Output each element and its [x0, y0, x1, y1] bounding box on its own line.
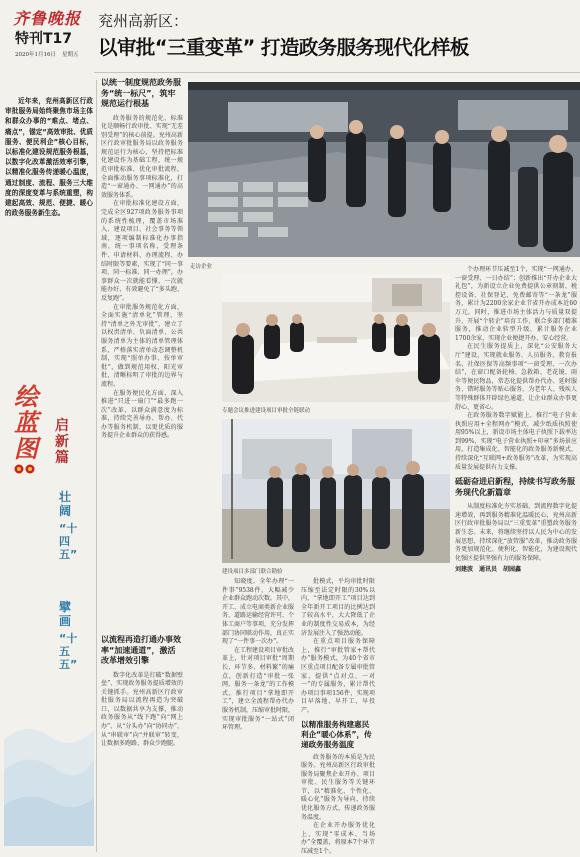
headline-rule	[94, 72, 580, 73]
headline-kicker: 兖州高新区：	[98, 12, 189, 30]
banner-line-5: “十五五”	[59, 632, 78, 671]
intro-lead: 近年来，兖州高新区行政审批服务局始终聚焦市场主体和群众办事的“难点、堵点、痛点”，锚定“高效审批、优质服务、便民利企”核心目标，以标准化建设规范服务根基，以数字化改革激活效率引擎，以精准化服务传递暖心温度，通过制度、流程、服务三大维度的深度变革与系统重塑，构建起高效、规范、便捷、暖心的政务服务新生态。	[5, 97, 93, 218]
masthead	[0, 0, 96, 86]
section1-paragraph: 政务服务的规范化、标准化是顺畅行政审批、实现“无差别受理”的核心前提。兖州高新区行政审批服务局以政务服务规范运行为核心，坚持把标准化建设作为基础工程，统一规范审批标准、优化审批流程，全面推动服务事项标准化，打造“一窗通办、一网通办”的高效服务体系。	[101, 114, 183, 199]
section4-title: 砥砺奋进启新程，持续书写政务服务现代化新篇章	[455, 477, 575, 497]
banner-line-3: “十四五”	[59, 522, 78, 561]
photo1-caption: 走访企业	[190, 264, 213, 270]
banner-wave	[4, 710, 94, 846]
column-2-lower	[101, 635, 183, 749]
flag-icon	[14, 464, 36, 474]
section1-body	[101, 115, 183, 442]
col5-section4-paragraph: 从制度标准化夯实基础，到流程数字化提速增效，再到服务精准化温暖民心，兖州高新区行政审批服务局以“三重变革”重塑政务服务新生态。未来，将继续坚持以人民为中心的发展思想，持续深化“放管服”改革，推动政务服务更加规范化、便利化、智能化，为建设现代化强区提供坚强有力的服务保障。	[455, 503, 577, 562]
photo-meeting	[222, 274, 450, 402]
col4-paragraph: 批模式，平均审批时限压缩至法定时限的30%以内，“拿地即开工”项目达到全年新开工项目的比例达到了较高水平，大大降低了企业的制度性交易成本，为经济发展注入了强劲动能。	[301, 578, 375, 637]
byline: 刘建波 通讯员 胡园鑫	[455, 566, 522, 574]
section1-paragraph: 在服务便民化方面，深入推进“只进一扇门”“最多跑一次”改革，以群众满意度为标准，持续完善导办、帮办、代办等服务机制，以更优质的服务提升企业群众的获得感。	[101, 389, 183, 440]
column-2	[101, 78, 183, 441]
col4-paragraph: 在重点项目服务保障上，推行“审批管家+帮代办”服务模式，为40个省市区重点项目配备专属审批管家，提供“点对点、一对一”的专属服务，累计帮代办项目事项156件，实现项目早落地、早开工、早投产。	[301, 638, 375, 714]
paper-name: 齐鲁晚报	[13, 9, 82, 28]
column-divider	[96, 80, 97, 852]
section2-title: 以流程再造打通办事效率“加速通道”，激活改革增效引擎	[101, 635, 181, 665]
photo2-caption: 专题会议推进建设项目审批全链联动	[222, 408, 311, 414]
col3-paragraph: 知晓度。全年办理“一件事”9538件，大幅减少企业群众跑动次数。其中，开工、成立电商类新企业服务、道路运输经营许可、个体工商户等事项，充分发挥部门协同联动作用，真正实现了“一件事一次办”。	[222, 578, 295, 646]
col5-paragraph: 在政务服务数字赋能上，推行“电子营业执照应用+全程网办”模式，减少纸质执照使用95%以上，新设市场主体电子执照下载率达到99%，实现“电子营业执照+印章”多场景应用，打造集成化、智能化的政务服务新模式，持续深化“互联网+政务服务”改革，为实现高质量发展提供有力支撑。	[455, 412, 577, 471]
issue-weekday: 星期五	[62, 52, 79, 58]
photo-site-inspection	[222, 419, 450, 563]
photo3-caption: 建设项目多部门联合勘验	[222, 569, 283, 575]
section1-paragraph: 在审批服务规范化方面，全面实施“清单化”管理，坚持“清单之外无审批”，建立了以权责清单、负面清单、公共服务清单为主体的清单管理体系，严格落实清单动态调整机制，实现“照单办事、按单审批”，做到规范用权、阳光审批，清晰标明了审批的边界与流程。	[101, 303, 183, 388]
section3-title: 以精准服务构建惠民利企“暖心体系”，传递政务服务温度	[301, 719, 372, 749]
col4-section3-paragraph: 在企业开办服务优化上，实现“零成本、当场办”全覆盖，将原本7个环节压减至1个。	[301, 822, 375, 856]
col5-paragraph: 个办理环节压减至1个，实现“一网通办、一窗受理、一日办结”；创新推出“开办企业大礼包”，为新设立企业免费提供公章刻制、税控设备、社保登记、免费邮寄等“一条龙”服务，累计为2200余家企业节省开办成本近60万元，同时，推进市场主体活力与质量双提升，开展“个转企”培育工作，联合多部门精准服务，推动企业转型升级，累计服务企业1700余家，实现企业便捷开办、安心经营。	[455, 266, 577, 342]
column-3	[222, 578, 294, 850]
section1-paragraph: 在审批标准化建设方面，完成全区927项政务服务事项的系统性梳理，覆盖市场准入、建设项目、社会事务等领域，逐项编制标准化办事指南，统一事项名称、受理条件、申请材料、办理流程、办结时限等要素，实现了“同一事项、同一标准、同一办理”，办事群众一次就能看懂、一次就能办好，有效避免了“多头跑、反复跑”。	[101, 200, 183, 302]
section2-paragraph: 数字化改革是打破“数据壁垒”、实现政务服务提质增效的关键抓手。兖州高新区行政审批服务局以流程再造为突破口，以数据共享为支撑，推动政务服务从“线下跑”向“网上办”、从“分头办”向“协同办”、从“串联审”向“并联审”转变，让数据多跑路、群众少跑腿。	[101, 671, 183, 748]
side-banner	[4, 380, 94, 850]
photo-company-visit	[188, 82, 580, 257]
headline-main: 以审批“三重变革” 打造政务服务现代化样板	[98, 36, 469, 59]
section2-body	[101, 672, 183, 749]
column-4	[301, 578, 375, 856]
section1-title: 以统一制度规范政务服务“统一标尺”，筑牢规范运行根基	[101, 78, 181, 108]
banner-line-4: 擘画	[59, 600, 72, 628]
headline	[94, 8, 580, 68]
col3-paragraph: 在工程建设项目审批改革上，针对项目审批“周期长、环节多、材料繁”的痛点，创新打造“审批一张网、服务一条龙”的工作模式，推行项目“拿地即开工”，建立全流程帮办代办服务机制，压缩审批时限，实现审批服务“一站式”闭环管理。	[222, 646, 295, 732]
banner-logo: 绘蓝图	[14, 382, 38, 463]
col4-section3-paragraph: 政务服务的本质是为民服务。兖州高新区行政审批服务局聚焦企业开办、项目审批、民生服务等关键环节，以“精准化、个性化、暖心化”服务为导向，持续优化服务方式，传递政务服务温度。	[301, 753, 375, 821]
banner-line-1: 启新篇	[55, 418, 69, 466]
section-label: 特刊T17	[15, 31, 73, 47]
issue-date: 2020年1月16日	[15, 52, 56, 58]
banner-line-2: 壮阔	[59, 490, 72, 518]
col5-paragraph: 在民生服务提质上，深化“公安服务大厅”建设，实现就业服务、人员服务、教育报名、社保医保等高频事项“一窗受理、一次办结”，在窗口配备轮椅、急救箱、老花镜、雨伞等便民物品，常态化提供帮办代办、延时服务、错时服务等贴心服务，为老年人、残疾人等特殊群体开辟绿色通道，让企业群众办事更舒心、更省心。	[455, 343, 577, 411]
column-5	[455, 266, 577, 850]
